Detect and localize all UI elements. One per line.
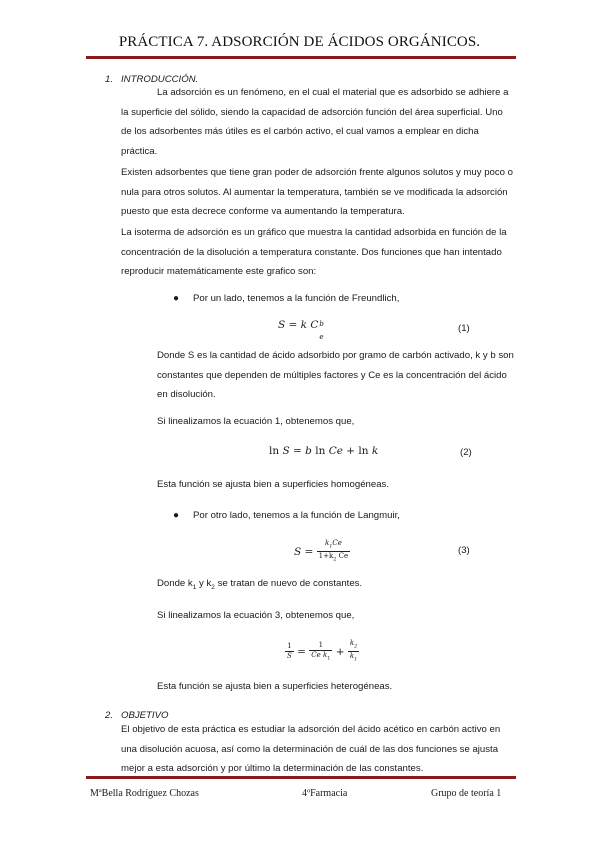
- section-2-number: 2.: [105, 710, 114, 721]
- langmuir-note: Esta función se ajusta bien a superficies heterogéneas.: [157, 681, 393, 692]
- page-header-title: PRÁCTICA 7. ADSORCIÓN DE ÁCIDOS ORGÁNICOS.: [118, 34, 481, 50]
- section-1-title: INTRODUCCIÓN.: [121, 74, 199, 85]
- header-rule: [86, 56, 516, 59]
- equation-3-number: (3): [458, 545, 470, 556]
- equation-freundlich: S = k C b e: [278, 319, 324, 341]
- equation-1-number: (1): [458, 323, 470, 334]
- bullet-freundlich: Por un lado, tenemos a la función de Freundlich,: [193, 293, 400, 304]
- footer-course: 4ºFarmacia: [302, 788, 348, 799]
- footer-author: MªBella Rodríguez Chozas: [90, 788, 199, 799]
- footer-rule: [86, 776, 516, 779]
- equation-langmuir: S = $\frac{k_1Ce}{1+k_2 Ce}$: [294, 539, 349, 563]
- section-2-title: OBJETIVO: [121, 710, 169, 721]
- intro-paragraph-1: La adsorción es un fenómeno, en el cual el material que es adsorbido se adhiere a la superficie del sólido, siendo la capacidad de adsorción función del área superficial. Uno de los adsorbentes más útiles es el carbón activo, el cual vamos a emplear en dicha práctica.: [121, 87, 509, 157]
- equation-freundlich-linear: ln S = b ln Ce + ln k: [269, 445, 379, 457]
- intro-paragraph-2: Existen adsorbentes que tiene gran poder de adsorción frente algunos solutos y muy poco o nula para otros solutos. Al aumentar la temperatura, también se ve modificada la adsorción puesto que esta decrece conforme va aumentando la temperatura.: [121, 167, 513, 217]
- bullet-icon: ●: [173, 293, 180, 304]
- linearize-eq1-text: Si linealizamos la ecuación 1, obtenemos que,: [157, 416, 355, 427]
- section-1-number: 1.: [105, 74, 114, 85]
- bullet-langmuir: Por otro lado, tenemos a la función de Langmuir,: [193, 510, 400, 521]
- bullet-icon: ●: [173, 510, 180, 521]
- objective-paragraph: El objetivo de esta práctica es estudiar la adsorción del ácido acético en carbón activo en una disolución acuosa, así como la determinación de cuál de las dos funciones se ajusta mejor a esta adsorción y por último la determinación de las constantes.: [121, 724, 501, 774]
- linearize-eq3-text: Si linealizamos la ecuación 3, obtenemos que,: [157, 610, 355, 621]
- freundlich-description: Donde S es la cantidad de ácido adsorbido por gramo de carbón activado, k y b son constantes que dependen de múltiples factores y Ce es la concentración del ácido en disolución.: [157, 350, 514, 400]
- equation-2-number: (2): [460, 447, 472, 458]
- freundlich-note: Esta función se ajusta bien a superficies homogéneas.: [157, 479, 389, 490]
- langmuir-constants-text: Donde $k_1$ y $k_2$ se tratan de nuevo de constantes.: [157, 578, 363, 591]
- footer-group: Grupo de teoría 1: [431, 788, 502, 799]
- intro-paragraph-3: La isoterma de adsorción es un gráfico que muestra la cantidad adsorbida en función de la concentración de la disolución a temperatura constante. Dos funciones que han intentado reproducir matemáticamente este grafico son:: [121, 227, 507, 277]
- equation-langmuir-linear: $\frac{1}{S}$ = $\frac{1}{Ce k_1}$ + $\frac{k_2}{k_1}$: [287, 639, 358, 663]
